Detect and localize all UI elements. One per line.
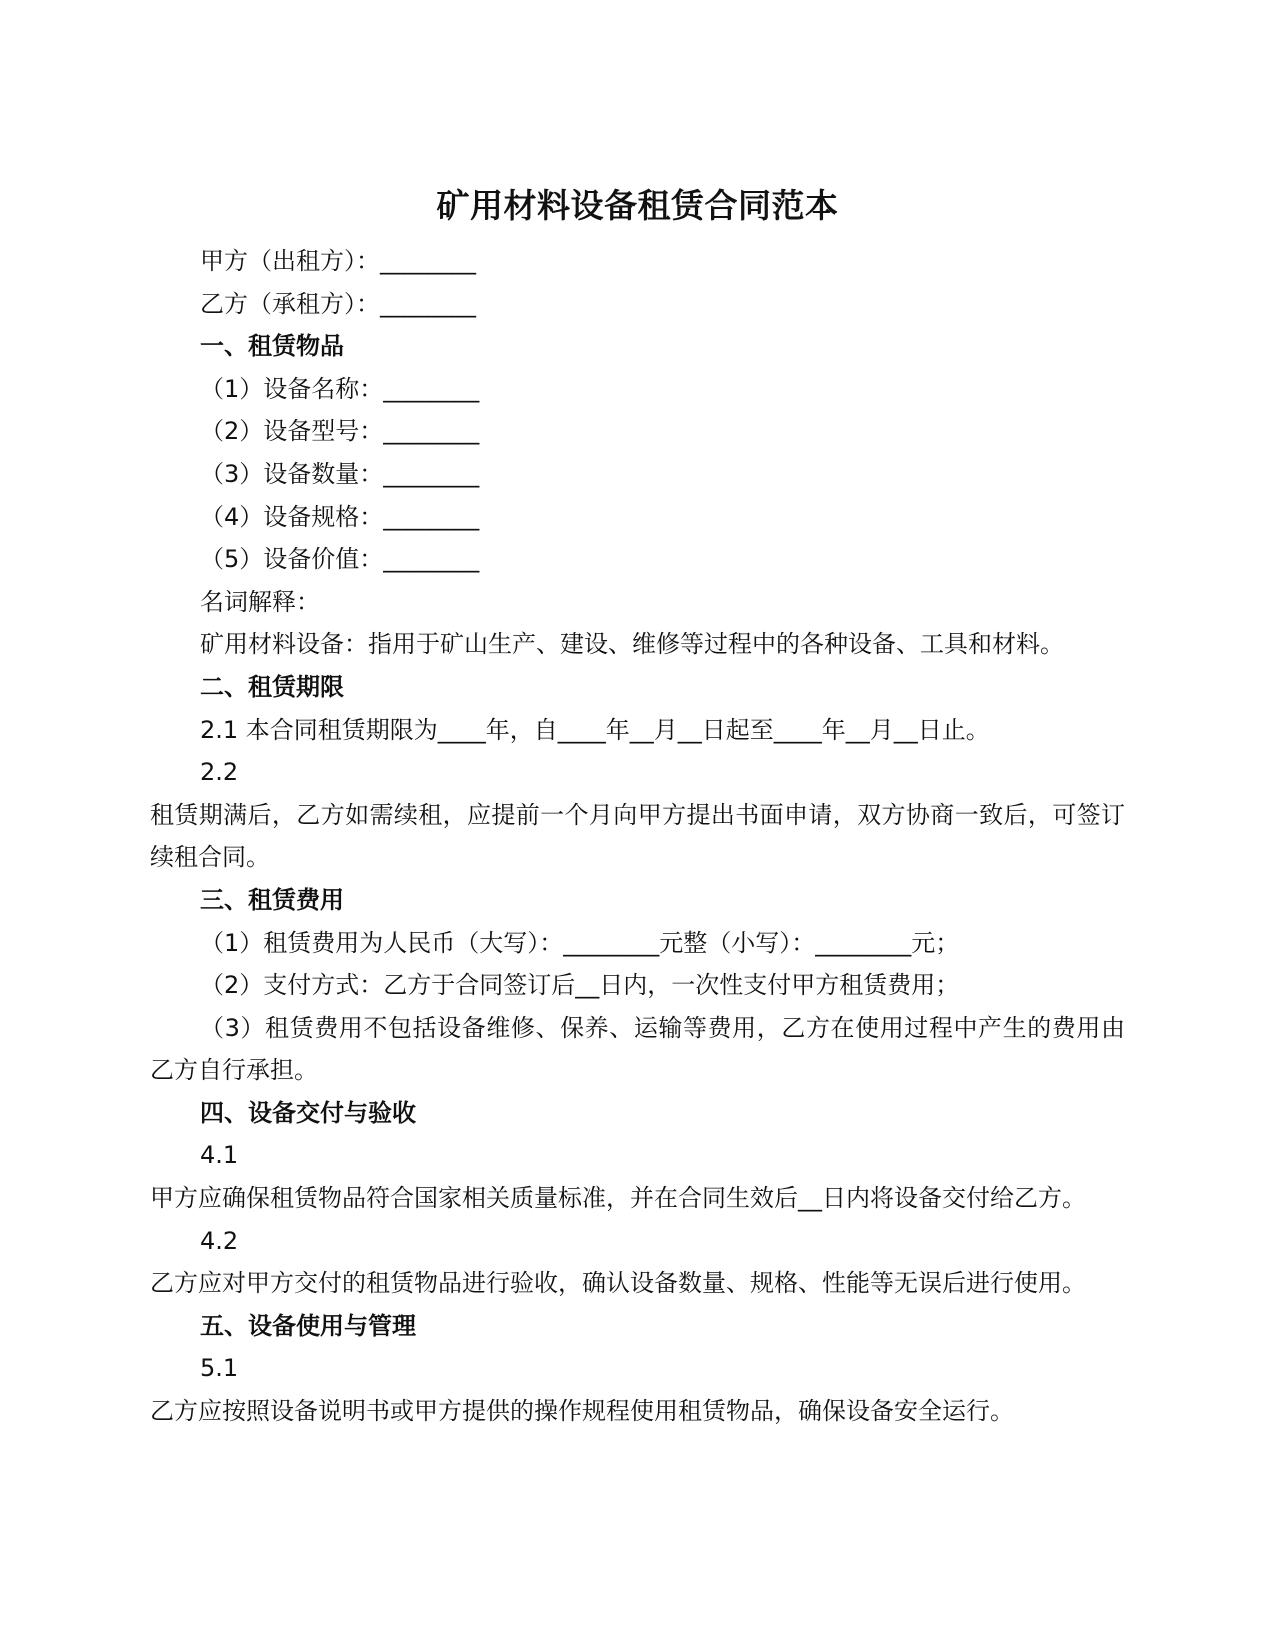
clause-5-1-number: 5.1 <box>200 1354 239 1383</box>
party-a-line: 甲方（出租方）：________ <box>200 247 476 275</box>
section-3-item-2: （2）支付方式：乙方于合同签订后__日内，一次性支付甲方租赁费用； <box>200 971 960 1000</box>
clause-2-2-number: 2.2 <box>200 758 239 787</box>
party-b-line: 乙方（承租方）：________ <box>200 289 476 318</box>
clause-2-1: 2.1 本合同租赁期限为____年，自____年__月__日起至____年__月__日止。 <box>200 715 990 744</box>
terms-label: 名词解释： <box>200 587 320 616</box>
clause-2-2-text: 租赁期满后，乙方如需续租，应提前一个月向甲方提出书面申请，双方协商一致后，可签订续租合同。 <box>150 800 1125 872</box>
section-3-item-1: （1）租赁费用为人民币（大写）：________元整（小写）：________元； <box>200 928 960 957</box>
terms-definition: 矿用材料设备：指用于矿山生产、建设、维修等过程中的各种设备、工具和材料。 <box>200 630 1064 659</box>
clause-4-1-text: 甲方应确保租赁物品符合国家相关质量标准，并在合同生效后__日内将设备交付给乙方。 <box>150 1184 1086 1213</box>
contract-page <box>150 184 1125 1433</box>
section-1-item: （3）设备数量：________ <box>200 459 480 488</box>
clause-5-1-text: 乙方应按照设备说明书或甲方提供的操作规程使用租赁物品，确保设备安全运行。 <box>150 1397 1014 1426</box>
section-1-item: （1）设备名称：________ <box>200 374 480 403</box>
clause-4-2-number: 4.2 <box>200 1226 239 1255</box>
section-2-heading: 二、租赁期限 <box>200 672 344 701</box>
document-title: 矿用材料设备租赁合同范本 <box>436 186 839 225</box>
section-3-heading: 三、租赁费用 <box>200 885 344 914</box>
section-1-heading: 一、租赁物品 <box>200 332 344 361</box>
clause-4-2-text: 乙方应对甲方交付的租赁物品进行验收，确认设备数量、规格、性能等无误后进行使用。 <box>150 1269 1086 1298</box>
section-3-item-3: （3）租赁费用不包括设备维修、保养、运输等费用，乙方在使用过程中产生的费用由乙方自行承担。 <box>150 1013 1125 1085</box>
clause-4-1-number: 4.1 <box>200 1141 239 1170</box>
section-4-heading: 四、设备交付与验收 <box>200 1098 416 1127</box>
section-1-item: （5）设备价值：________ <box>200 545 480 574</box>
section-1-item: （4）设备规格：________ <box>200 502 480 531</box>
section-1-item: （2）设备型号：________ <box>200 417 480 446</box>
section-5-heading: 五、设备使用与管理 <box>200 1311 416 1340</box>
